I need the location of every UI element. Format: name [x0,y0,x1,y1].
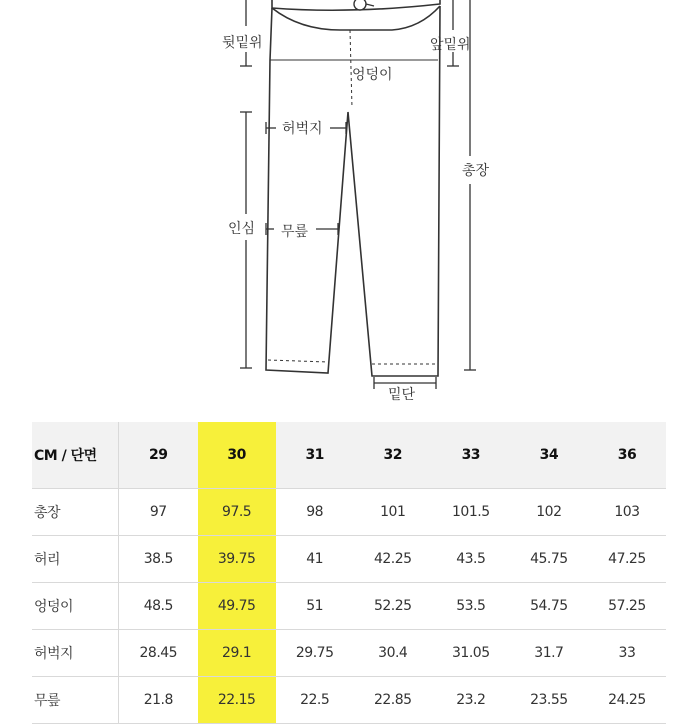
table-cell: 101.5 [432,489,510,536]
row-label-cell: 엉덩이 [32,583,119,630]
table-cell-highlighted: 49.75 [198,583,276,630]
table-cell: 24.25 [588,677,666,724]
table-cell: 101 [354,489,432,536]
table-row [32,536,666,583]
table-row [32,630,666,677]
table-cell: 103 [588,489,666,536]
size-header-cell: 29 [119,422,198,489]
table-cell: 54.75 [510,583,588,630]
table-cell: 48.5 [119,583,198,630]
table-cell: 28.45 [119,630,198,677]
inseam-label: 인심 [228,221,256,237]
table-cell: 53.5 [432,583,510,630]
table-cell: 41 [276,536,354,583]
table-cell: 102 [510,489,588,536]
table-cell: 51 [276,583,354,630]
table-cell: 23.55 [510,677,588,724]
row-label-cell: 허리 [32,536,119,583]
table-row [32,583,666,630]
table-cell: 47.25 [588,536,666,583]
table-cell-highlighted: 29.1 [198,630,276,677]
table-cell: 98 [276,489,354,536]
size-header-cell: 34 [510,422,588,489]
table-cell: 42.25 [354,536,432,583]
table-cell: 45.75 [510,536,588,583]
table-cell: 31.05 [432,630,510,677]
table-cell-highlighted: 39.75 [198,536,276,583]
table-cell: 31.7 [510,630,588,677]
size-header-cell: 31 [276,422,354,489]
table-row [32,677,666,724]
size-chart-table [32,422,666,724]
table-cell-highlighted: 22.15 [198,677,276,724]
table-cell: 22.5 [276,677,354,724]
size-header-cell-highlighted: 30 [198,422,276,489]
table-cell: 97 [119,489,198,536]
table-header-row [32,422,666,489]
knee-label: 무릎 [281,224,309,240]
table-cell: 23.2 [432,677,510,724]
size-header-cell: 32 [354,422,432,489]
table-cell-highlighted: 97.5 [198,489,276,536]
hem-label: 밑단 [388,387,416,403]
row-label-cell: 총장 [32,489,119,536]
table-cell: 29.75 [276,630,354,677]
row-label-cell: 무릎 [32,677,119,724]
thigh-label: 허벅지 [282,121,323,137]
header-label-cell: CM / 단면 [32,422,119,489]
button-icon [354,0,366,10]
size-header-cell: 36 [588,422,666,489]
front-rise-label: 앞밑위 [430,37,471,53]
table-cell: 21.8 [119,677,198,724]
table-cell: 30.4 [354,630,432,677]
size-header-cell: 33 [432,422,510,489]
total-length-label: 총장 [462,163,490,179]
table-cell: 52.25 [354,583,432,630]
table-cell: 22.85 [354,677,432,724]
back-rise-label: 뒷밑위 [222,35,263,51]
table-cell: 43.5 [432,536,510,583]
table-cell: 38.5 [119,536,198,583]
row-label-cell: 허벅지 [32,630,119,677]
table-cell: 57.25 [588,583,666,630]
table-row [32,489,666,536]
table-cell: 33 [588,630,666,677]
hip-label: 엉덩이 [352,67,393,83]
